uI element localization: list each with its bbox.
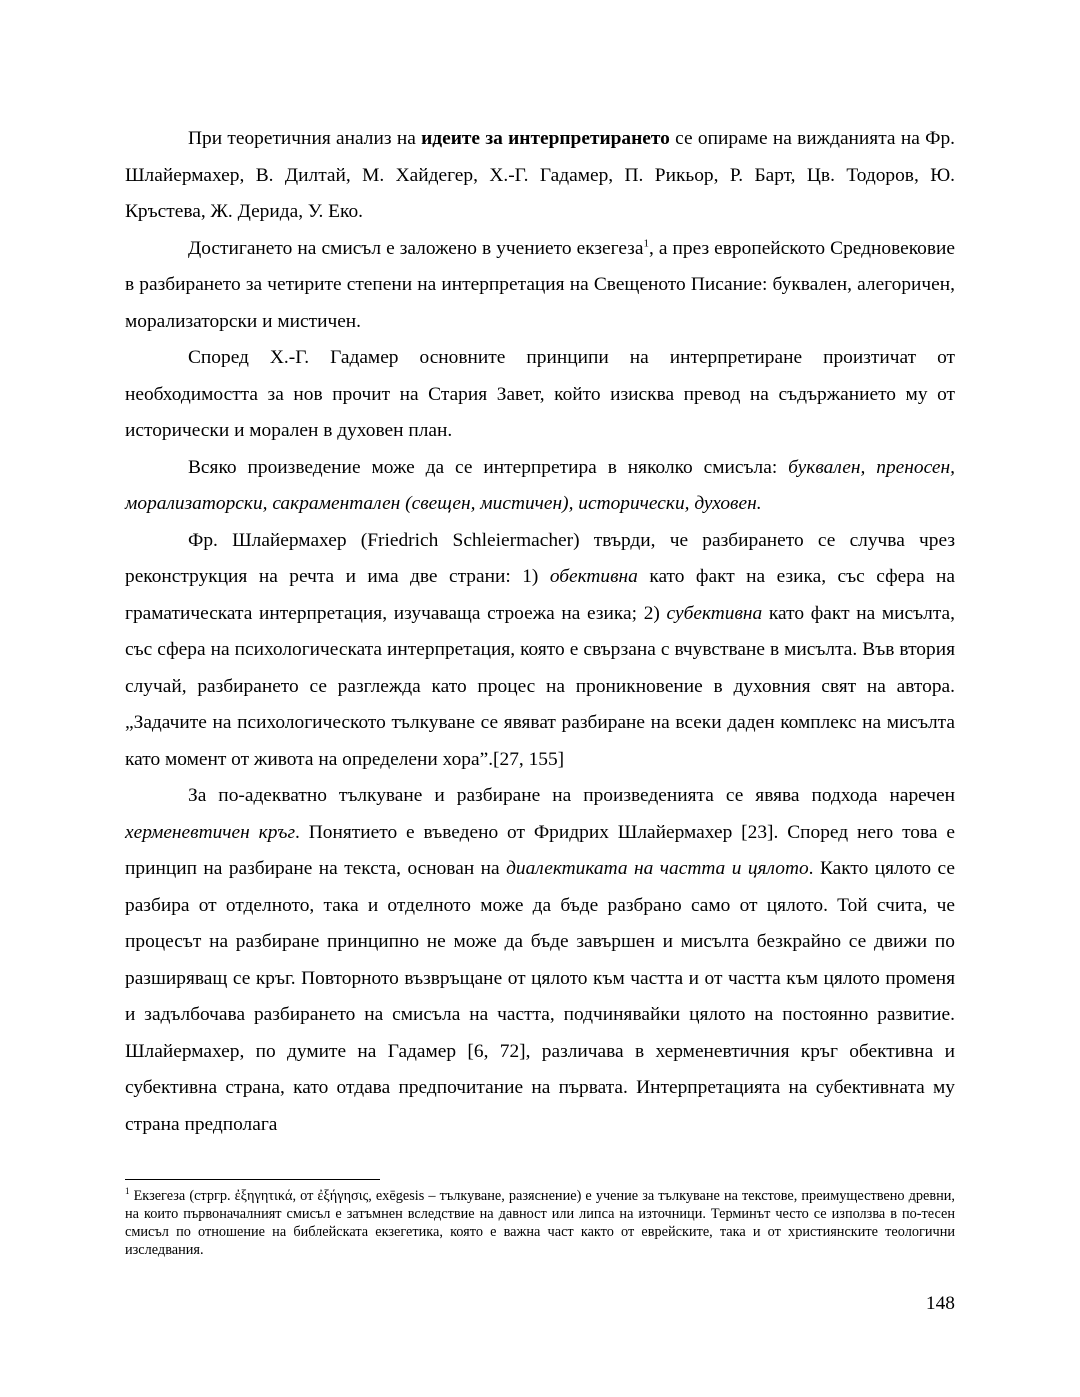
paragraph-4 [125,450,955,523]
paragraph-3 [125,340,955,450]
footnote [125,1187,955,1259]
paragraph-6 [125,778,955,1143]
paragraph-6-text-b: . Понятието е въведено от Фридрих Шлайермахер [23]. Според него това е принцип на разбиране на текста, основан на [125,821,955,879]
paragraph-4-text-a: Всяко произведение може да се интерпретира в няколко смисъла: [188,456,789,478]
paragraph-6-italic-term: херменевтичен кръг [125,821,296,843]
paragraph-1-text-b: се опираме на вижданията на Фр. Шлайермахер, В. Дилтай, М. Хайдегер, Х.-Г. Гадамер, П. Рикьор, Р. Барт, Цв. Тодоров, Ю. Кръстева, Ж. Дерида, У. Еко. [125,128,955,222]
paragraph-5-text-c: като факт на мисълта, със сфера на психологическата интерпретация, която е свързана с вчувстване в мисълта. Във втория случай, разбирането се разглежда като процес на проникновение в духовния свят на автора. „Задачите на психологическото тълкуване се явяват разбиране на всеки даден комплекс на мисълта като момент от живота на определени хора”.[27, 155] [125,602,955,770]
paragraph-6-text-c: . Както цялото се разбира от отделното, така и отделното може да бъде разбрано само от цялото. Той счита, че процесът на разбиране принципно не може да бъде завършен и мисълта безкрайно се движи по разширяващ се кръг. Повторното възвръщане от цялото към частта и от частта към цялото променя и задълбочава разбирането на смисъла на частта, подчинявайки цялото на постоянно развитие. Шлайермахер, по думите на Гадамер [6, 72], различава в херменевтичния кръг обективна и субективна страна, като отдава предпочитание на първата. Интерпретацията на субективната му страна предполага [125,858,955,1135]
paragraph-5-text-a: Фр. Шлайермахер (Friedrich Schleiermacher) твърди, че разбирането се случва чрез реконструкция на речта и има две страни: 1) [125,529,955,587]
footnote-marker: 1 [125,1186,130,1197]
paragraph-1-bold-term: идеите за интерпретирането [421,128,670,149]
paragraph-6-italic-dialectic: диалектиката на частта и цялото [506,858,809,879]
paragraph-3-text: Според Х.-Г. Гадамер основните принципи на интерпретиране произтичат от необходимостта за нов прочит на Стария Завет, който изисква превод на съдържанието му от исторически и морален в духовен план. [125,347,955,441]
footnote-reference[interactable]: 1 [643,237,649,250]
paragraph-4-italic-list: буквален, преносен, морализаторски, сакраментален (свещен, мистичен), исторически, духовен. [125,456,955,514]
paragraph-2-text-a: Достигането на смисъл е заложено в учението екзегеза [188,237,644,259]
page-body [125,121,955,1143]
page-number: 148 [925,1293,955,1314]
paragraph-5 [125,523,955,779]
paragraph-6-text-a: За по-адекватно тълкуване и разбиране на произведенията се явява подхода наречен [188,785,955,806]
paragraph-5-text-b: като факт на езика, със сфера на граматическата интерпретация, изучаваща строежа на езика; 2) [125,566,955,624]
footnote-separator [125,1179,380,1180]
footnote-text: Екзегеза (стргр. ἐξηγητικά, от ἐξήγησις, exēgesis – тълкуване, разяснение) е учение за тълкуване на текстове, преимуществено древни, на които първоначалният смисъл е затъмнен вследствие на давност или липса на източници. Терминът често се използва в по-тесен смисъл по отношение на библейската екзегетика, която е важна част както от еврейските, така и от християнските теологични изследвания. [125,1188,955,1258]
paragraph-1-text-a: При теоретичния анализ на [188,128,422,149]
paragraph-5-italic-subjective: субективна [666,602,763,624]
paragraph-5-italic-objective: обективна [549,566,638,587]
paragraph-1 [125,121,955,231]
paragraph-2 [125,231,955,341]
paragraph-2-text-b: , а през европейското Средновековие в разбирането за четирите степени на интерпретация на Свещеното Писание: буквален, алегоричен, морализаторски и мистичен. [125,237,955,332]
